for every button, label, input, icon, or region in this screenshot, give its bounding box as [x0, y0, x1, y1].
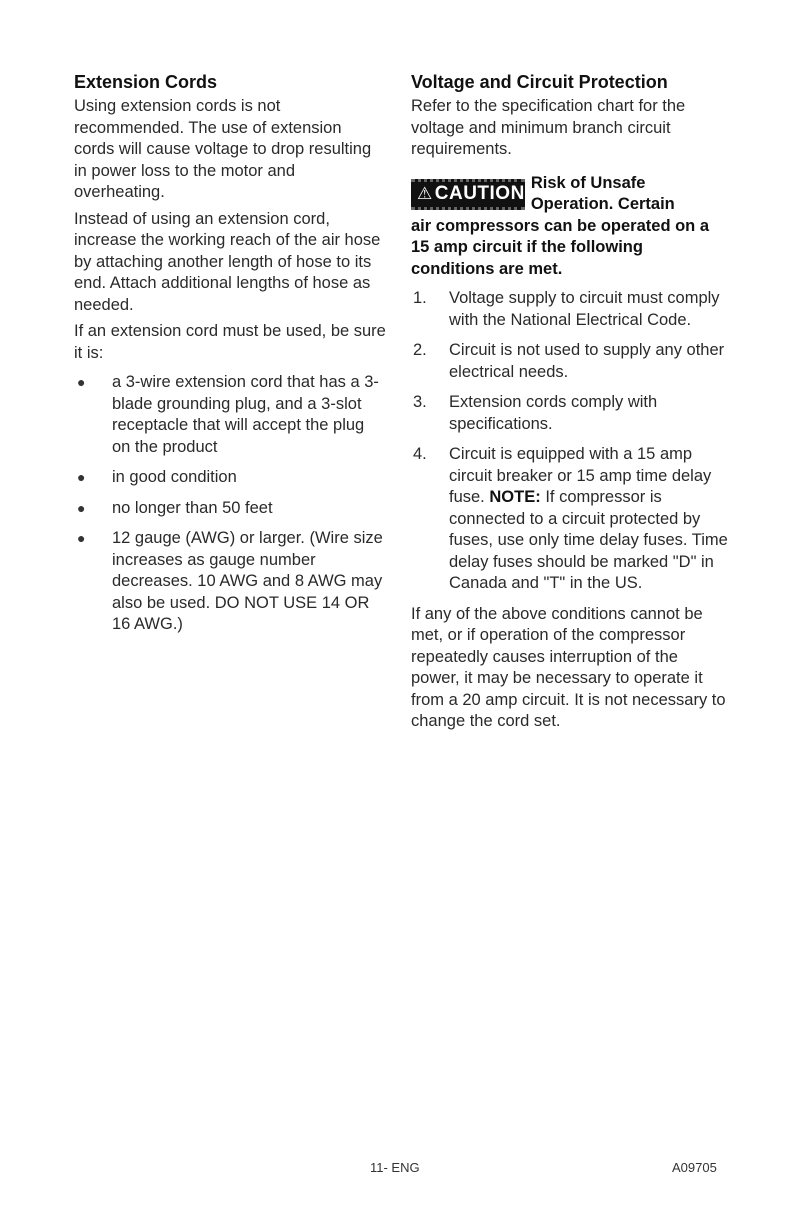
- caution-block: [411, 173, 729, 281]
- list-item: 1. Voltage supply to circuit must comply with the National Electrical Code.: [413, 289, 720, 329]
- circuit-conditions-list: [411, 288, 729, 595]
- list-item: ● no longer than 50 feet: [74, 498, 386, 520]
- list-item: ● 12 gauge (AWG) or larger. (Wire size increases as gauge number decreases. 10 AWG and 8 AWG may also be used. DO NOT USE 14 OR 16 AWG.): [77, 529, 383, 633]
- closing-paragraph: If any of the above conditions cannot be met, or if operation of the compressor repeatedly causes interruption of the power, it may be necessary to operate it from a 20 amp circuit. It is not necessary to change the cord set.: [411, 604, 726, 730]
- page-number: 11- ENG: [370, 1160, 420, 1175]
- extension-cord-requirements-list: [74, 372, 386, 636]
- bullet-icon: ●: [77, 499, 86, 516]
- extension-cords-para-1: Using extension cords is not recommended. The use of extension cords will cause voltage to drop resulting in power loss to the motor and overheating.: [74, 97, 372, 201]
- caution-label: CAUTION: [434, 183, 525, 205]
- extension-cords-section: [74, 70, 386, 645]
- list-item: ● a 3-wire extension cord that has a 3-blade grounding plug, and a 3-slot receptacle that will accept the plug on the product: [77, 373, 379, 456]
- warning-triangle-icon: ⚠: [417, 184, 433, 204]
- extension-cords-para-2: Instead of using an extension cord, increase the working reach of the air hose by attaching another length of hose to its end. Attach additional lengths of hose as needed.: [74, 209, 381, 314]
- list-item: ● in good condition: [74, 467, 386, 489]
- extension-cords-heading: Extension Cords: [74, 72, 218, 92]
- list-item: 3. Extension cords comply with specifications.: [413, 393, 658, 433]
- list-item: 2. Circuit is not used to supply any other electrical needs.: [413, 341, 725, 381]
- note-label: NOTE:: [489, 488, 541, 506]
- note-text: If compressor is connected to a circuit protected by fuses, use only time delay fuses. Time delay fuses should be marked "D" in Canada and "T" in the US.: [449, 488, 728, 592]
- document-code: A09705: [672, 1160, 717, 1175]
- caution-body: air compressors can be operated on a 15 amp circuit if the following conditions are met.: [411, 216, 710, 278]
- bullet-icon: ●: [77, 374, 86, 390]
- caution-badge: [411, 179, 525, 210]
- caution-title: Risk of Unsafe Operation. Certain: [530, 173, 675, 213]
- extension-cords-para-3: If an extension cord must be used, be sure it is:: [74, 322, 386, 362]
- voltage-intro: Refer to the specification chart for the voltage and minimum branch circuit requirements.: [411, 97, 686, 158]
- list-item: 4. Circuit is equipped with a 15 amp circuit breaker or 15 amp time delay fuse. NOTE: If compressor is connected to a circuit protected by fuses, use only time delay fuses. Time delay fuses should be marked "D" in Canada and "T" in the US.: [413, 445, 728, 592]
- bullet-icon: ●: [77, 469, 86, 485]
- bullet-icon: ●: [77, 530, 86, 546]
- voltage-circuit-heading: Voltage and Circuit Protection: [411, 72, 668, 92]
- voltage-circuit-section: [411, 70, 729, 738]
